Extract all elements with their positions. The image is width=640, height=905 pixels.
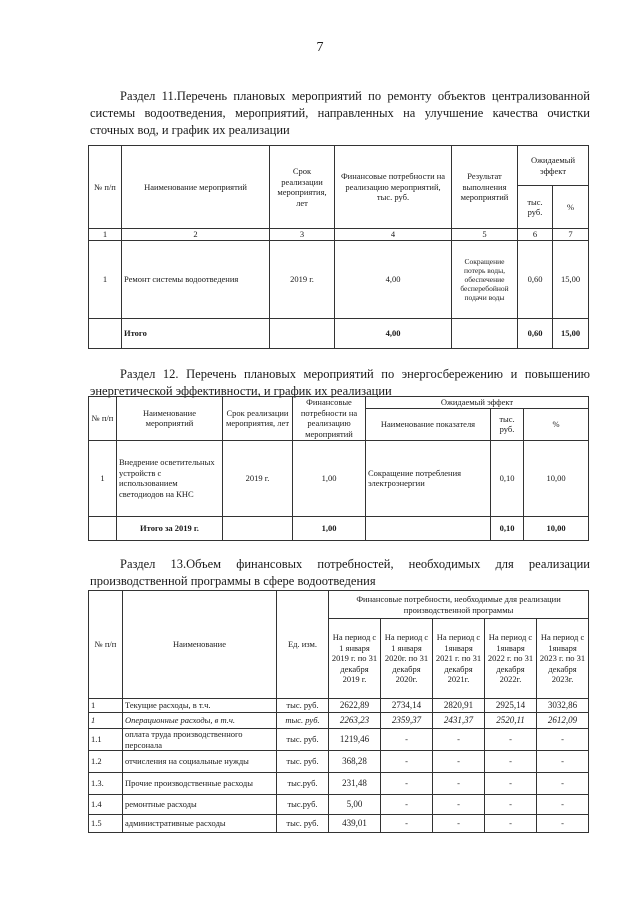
row-name: отчисления на социальные нужды xyxy=(123,751,277,773)
table-row xyxy=(89,713,589,729)
col-header-effect-rub: тыс. руб. xyxy=(518,186,553,229)
row-value: - xyxy=(433,815,485,833)
row-unit: тыс. руб. xyxy=(277,729,329,751)
row-name: Внедрение осветительных устройств с использованием светодиодов на КНС xyxy=(117,440,223,516)
col-header-num: № п/п xyxy=(89,397,117,441)
row-value: - xyxy=(381,751,433,773)
row-num: 1.4 xyxy=(89,795,123,815)
row-value: - xyxy=(537,729,589,751)
row-value: - xyxy=(485,751,537,773)
row-term: 2019 г. xyxy=(223,440,293,516)
row-value: 2734,14 xyxy=(381,699,433,713)
row-name: ремонтные расходы xyxy=(123,795,277,815)
row-name: Прочие производственные расходы xyxy=(123,773,277,795)
col-header-effect-pct: % xyxy=(553,186,589,229)
row-value: 1219,46 xyxy=(329,729,381,751)
col-header-num: № п/п xyxy=(89,591,123,699)
total-effect-pct: 15,00 xyxy=(553,318,589,348)
row-value: 231,48 xyxy=(329,773,381,795)
table-row xyxy=(89,815,589,833)
col-header-term: Срок реализации мероприятия, лет xyxy=(223,397,293,441)
row-name: Ремонт системы водоотведения xyxy=(122,240,270,318)
col-header-pct: % xyxy=(524,408,589,440)
section-13-table xyxy=(88,590,589,833)
col-header-period: На период с 1января 2021 г. по 31 декабря 2021г. xyxy=(433,619,485,699)
col-number: 7 xyxy=(553,229,589,241)
row-effect-rub: 0,10 xyxy=(491,440,524,516)
row-value: - xyxy=(485,795,537,815)
row-num: 1.5 xyxy=(89,815,123,833)
col-header-unit: Ед. изм. xyxy=(277,591,329,699)
row-effect-rub: 0,60 xyxy=(518,240,553,318)
table-row xyxy=(89,751,589,773)
col-number: 4 xyxy=(335,229,452,241)
row-value: 2820,91 xyxy=(433,699,485,713)
total-label: Итого xyxy=(122,318,270,348)
row-value: 2925,14 xyxy=(485,699,537,713)
row-num: 1.2 xyxy=(89,751,123,773)
col-number: 6 xyxy=(518,229,553,241)
row-unit: тыс. руб. xyxy=(277,815,329,833)
section-12-table xyxy=(88,396,589,541)
total-finance: 4,00 xyxy=(335,318,452,348)
row-unit: тыс. руб. xyxy=(277,713,329,729)
col-number: 5 xyxy=(452,229,518,241)
section-13-heading: Раздел 13.Объем финансовых потребностей, необходимых для реализации производственной программы в сфере водоотведения xyxy=(90,557,590,588)
row-value: - xyxy=(485,773,537,795)
row-value: - xyxy=(433,729,485,751)
row-value: 2359,37 xyxy=(381,713,433,729)
row-unit: тыс.руб. xyxy=(277,795,329,815)
row-finance: 1,00 xyxy=(293,440,366,516)
table-row xyxy=(89,729,589,751)
col-header-period: На период с 1января 2023 г. по 31 декабря 2023г. xyxy=(537,619,589,699)
row-value: 368,28 xyxy=(329,751,381,773)
row-value: - xyxy=(433,751,485,773)
row-value: - xyxy=(381,729,433,751)
col-header-finance: Финансовые потребности на реализацию мероприятий, тыс. руб. xyxy=(335,146,452,229)
row-indicator: Сокращение потребления электроэнергии xyxy=(366,440,491,516)
row-name: Операционные расходы, в т.ч. xyxy=(123,713,277,729)
row-value: 2612,09 xyxy=(537,713,589,729)
row-value: - xyxy=(537,795,589,815)
row-effect-pct: 15,00 xyxy=(553,240,589,318)
row-value: 2263,23 xyxy=(329,713,381,729)
total-label: Итого за 2019 г. xyxy=(117,516,223,540)
total-finance: 1,00 xyxy=(293,516,366,540)
row-unit: тыс.руб. xyxy=(277,773,329,795)
row-value: - xyxy=(381,795,433,815)
table-row xyxy=(89,773,589,795)
row-value: - xyxy=(485,729,537,751)
row-value: - xyxy=(537,773,589,795)
col-header-period: На период с 1января 2022 г. по 31 декабря 2022г. xyxy=(485,619,537,699)
col-header-rub: тыс. руб. xyxy=(491,408,524,440)
col-number: 1 xyxy=(89,229,122,241)
col-header-num: № п/п xyxy=(89,146,122,229)
row-value: - xyxy=(537,751,589,773)
row-value: 2622,89 xyxy=(329,699,381,713)
table-row xyxy=(89,240,589,318)
col-header-finance: Финансовые потребности на реализацию мероприятий xyxy=(293,397,366,441)
total-effect-rub: 0,60 xyxy=(518,318,553,348)
col-header-period: На период с 1 января 2020г. по 31 декабря 2020г. xyxy=(381,619,433,699)
row-num: 1 xyxy=(89,240,122,318)
row-term: 2019 г. xyxy=(270,240,335,318)
section-11-table xyxy=(88,145,589,349)
col-number: 3 xyxy=(270,229,335,241)
row-finance: 4,00 xyxy=(335,240,452,318)
row-name: Текущие расходы, в т.ч. xyxy=(123,699,277,713)
table-row xyxy=(89,440,589,516)
col-header-effect: Ожидаемый эффект xyxy=(518,146,589,186)
row-unit: тыс. руб. xyxy=(277,751,329,773)
col-number: 2 xyxy=(122,229,270,241)
row-value: 439,01 xyxy=(329,815,381,833)
row-value: 2431,37 xyxy=(433,713,485,729)
row-value: - xyxy=(381,815,433,833)
col-header-term: Срок реализации мероприятия, лет xyxy=(270,146,335,229)
row-num: 1 xyxy=(89,440,117,516)
total-row xyxy=(89,318,589,348)
col-header-period: На период с 1 января 2019 г. по 31 декабря 2019 г. xyxy=(329,619,381,699)
row-num: 1.3. xyxy=(89,773,123,795)
col-header-effect: Ожидаемый эффект xyxy=(366,397,589,409)
row-value: - xyxy=(381,773,433,795)
row-value: 2520,11 xyxy=(485,713,537,729)
col-header-group: Финансовые потребности, необходимые для реализации производственной программы xyxy=(329,591,589,619)
row-effect-pct: 10,00 xyxy=(524,440,589,516)
row-value: - xyxy=(537,815,589,833)
row-num: 1 xyxy=(89,713,123,729)
row-name: оплата труда производственного персонала xyxy=(123,729,277,751)
row-value: - xyxy=(485,815,537,833)
total-row xyxy=(89,516,589,540)
section-12-heading: Раздел 12. Перечень плановых мероприятий по энергосбережению и повышению энергетической эффективности, и график их реализации xyxy=(90,367,590,398)
row-value: - xyxy=(433,773,485,795)
total-effect-pct: 10,00 xyxy=(524,516,589,540)
col-header-indicator: Наименование показателя xyxy=(366,408,491,440)
table-row xyxy=(89,795,589,815)
total-effect-rub: 0,10 xyxy=(491,516,524,540)
page-number: 7 xyxy=(316,40,324,55)
col-header-name: Наименование мероприятий xyxy=(122,146,270,229)
row-result: Сокращение потерь воды, обеспечение бесперебойной подачи воды xyxy=(452,240,518,318)
row-name: административные расходы xyxy=(123,815,277,833)
row-unit: тыс. руб. xyxy=(277,699,329,713)
column-numbers-row xyxy=(89,229,589,241)
row-value: 3032,86 xyxy=(537,699,589,713)
row-value: 5,00 xyxy=(329,795,381,815)
col-header-name: Наименование мероприятий xyxy=(117,397,223,441)
section-11-heading: Раздел 11.Перечень плановых мероприятий по ремонту объектов централизованной системы водоотведения, мероприятий, направленных на улучшение качества очистки сточных вод, и график их реализации xyxy=(90,89,590,137)
row-num: 1.1 xyxy=(89,729,123,751)
row-num: 1 xyxy=(89,699,123,713)
col-header-result: Результат выполнения мероприятий xyxy=(452,146,518,229)
row-value: - xyxy=(433,795,485,815)
col-header-name: Наименование xyxy=(123,591,277,699)
table-row xyxy=(89,699,589,713)
